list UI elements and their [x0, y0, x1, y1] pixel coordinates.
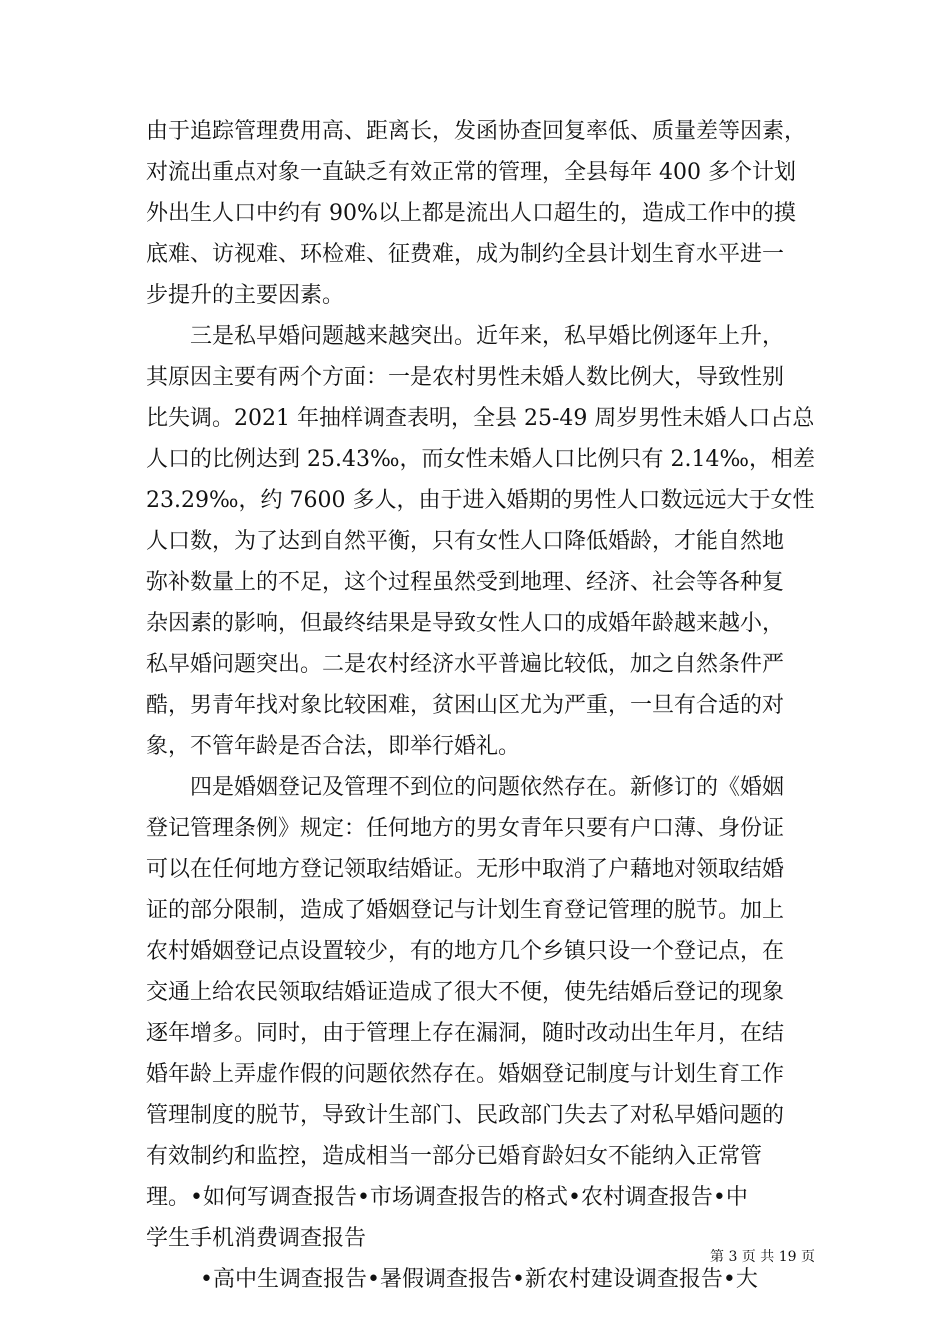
text-line: 人口数，为了达到自然平衡，只有女性人口降低婚龄，才能自然地	[146, 529, 785, 554]
text-line: 其原因主要有两个方面：一是农村男性未婚人数比例大，导致性别	[146, 365, 785, 390]
text-line: 三是私早婚问题越来越突出。近年来，私早婚比例逐年上升，	[190, 324, 785, 349]
text-line: 外出生人口中约有 90%以上都是流出人口超生的，造成工作中的摸	[146, 201, 796, 226]
text-line: 杂因素的影响，但最终结果是导致女性人口的成婚年龄越来越小，	[146, 611, 785, 636]
text-line: 逐年增多。同时，由于管理上存在漏洞，随时改动出生年月，在结	[146, 1021, 785, 1046]
text-line: 比失调。2021 年抽样调查表明，全县 25-49 周岁男性未婚人口占总	[146, 406, 815, 431]
text-line: 由于追踪管理费用高、距离长，发函协查回复率低、质量差等因素，	[146, 119, 807, 144]
text-line: 弥补数量上的不足，这个过程虽然受到地理、经济、社会等各种复	[146, 570, 785, 595]
text-line: 步提升的主要因素。	[146, 283, 345, 308]
text-line: 私早婚问题突出。二是农村经济水平普遍比较低，加之自然条件严	[146, 652, 785, 677]
text-line: 登记管理条例》规定：任何地方的男女青年只要有户口薄、身份证	[146, 816, 785, 841]
text-line: 底难、访视难、环检难、征费难，成为制约全县计划生育水平进一	[146, 242, 785, 267]
text-line: 象，不管年龄是否合法，即举行婚礼。	[146, 734, 521, 759]
text-line: 证的部分限制，造成了婚姻登记与计划生育登记管理的脱节。加上	[146, 898, 785, 923]
text-line: 交通上给农民领取结婚证造成了很大不便，使先结婚后登记的现象	[146, 980, 785, 1005]
text-line: 学生手机消费调查报告	[146, 1226, 367, 1251]
text-line: 有效制约和监控，造成相当一部分已婚育龄妇女不能纳入正常管	[146, 1144, 763, 1169]
text-line: 理。•如何写调查报告•市场调查报告的格式•农村调查报告•中	[146, 1185, 748, 1210]
text-line: 可以在任何地方登记领取结婚证。无形中取消了户藉地对领取结婚	[146, 857, 785, 882]
text-line: 农村婚姻登记点设置较少，有的地方几个乡镇只设一个登记点，在	[146, 939, 785, 964]
text-line: 人口的比例达到 25.43‰，而女性未婚人口比例只有 2.14‰，相差	[146, 447, 815, 472]
text-line: 23.29‰，约 7600 多人，由于进入婚期的男性人口数远远大于女性	[146, 488, 815, 513]
text-line: 对流出重点对象一直缺乏有效正常的管理，全县每年 400 多个计划	[146, 160, 796, 185]
text-line: •高中生调查报告•暑假调查报告•新农村建设调查报告•大	[200, 1267, 758, 1292]
text-line: 婚年龄上弄虚作假的问题依然存在。婚姻登记制度与计划生育工作	[146, 1062, 785, 1087]
text-line: 管理制度的脱节，导致计生部门、民政部门失去了对私早婚问题的	[146, 1103, 785, 1128]
page-number-footer: 第 3 页 共 19 页	[710, 1249, 815, 1265]
text-line: 酷，男青年找对象比较困难，贫困山区尤为严重，一旦有合适的对	[146, 693, 785, 718]
text-line: 四是婚姻登记及管理不到位的问题依然存在。新修订的《婚姻	[190, 775, 785, 800]
